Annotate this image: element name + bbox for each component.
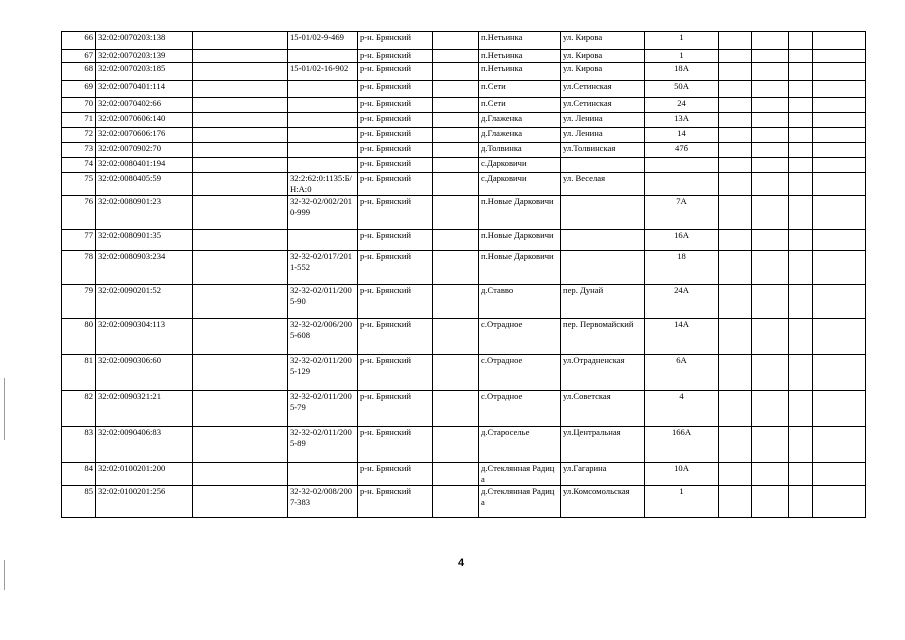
row-number: 79 <box>62 285 96 319</box>
locality: д.Стеклянная Радица <box>479 486 561 518</box>
locality: д.Глаженка <box>479 113 561 128</box>
cadastral-number: 32:02:0090304:113 <box>96 319 193 355</box>
cell-empty <box>789 50 813 63</box>
cell-empty <box>813 427 866 463</box>
cell-empty <box>193 32 288 50</box>
cell-empty <box>193 319 288 355</box>
cell-empty <box>789 196 813 230</box>
registration-number <box>288 143 358 158</box>
locality: п.Нетьинка <box>479 63 561 81</box>
registration-number: 32-32-02/017/2011-552 <box>288 251 358 285</box>
table-row <box>62 230 866 251</box>
house-number: 1 <box>645 32 719 50</box>
cell-empty <box>789 128 813 143</box>
district: р-н. Брянский <box>358 319 433 355</box>
district: р-н. Брянский <box>358 463 433 486</box>
street: ул. Ленина <box>561 113 645 128</box>
registry-table <box>61 31 866 518</box>
cell-empty <box>193 173 288 196</box>
cadastral-number: 32:02:0070203:185 <box>96 63 193 81</box>
cell-empty <box>433 81 479 98</box>
locality: д.Стеклянная Радица <box>479 463 561 486</box>
house-number: 14 <box>645 128 719 143</box>
district: р-н. Брянский <box>358 81 433 98</box>
district: р-н. Брянский <box>358 486 433 518</box>
house-number: 50А <box>645 81 719 98</box>
cell-empty <box>813 98 866 113</box>
cell-empty <box>433 32 479 50</box>
row-number: 72 <box>62 128 96 143</box>
cell-empty <box>433 391 479 427</box>
cell-empty <box>193 196 288 230</box>
table-row <box>62 391 866 427</box>
cadastral-number: 32:02:0080405:59 <box>96 173 193 196</box>
cell-empty <box>719 63 752 81</box>
table-row <box>62 319 866 355</box>
house-number <box>645 173 719 196</box>
cell-empty <box>813 486 866 518</box>
street: ул.Советская <box>561 391 645 427</box>
street: ул.Гагарина <box>561 463 645 486</box>
street: ул.Центральная <box>561 427 645 463</box>
registration-number: 32-32-02/011/2005-89 <box>288 427 358 463</box>
cell-empty <box>433 63 479 81</box>
table-row <box>62 285 866 319</box>
cadastral-number: 32:02:0100201:200 <box>96 463 193 486</box>
table-row <box>62 463 866 486</box>
locality: п.Сети <box>479 81 561 98</box>
district: р-н. Брянский <box>358 128 433 143</box>
district: р-н. Брянский <box>358 251 433 285</box>
cell-empty <box>813 143 866 158</box>
cell-empty <box>752 113 789 128</box>
cell-empty <box>719 196 752 230</box>
house-number <box>645 158 719 173</box>
cell-empty <box>752 173 789 196</box>
table-row <box>62 173 866 196</box>
cell-empty <box>193 63 288 81</box>
district: р-н. Брянский <box>358 158 433 173</box>
cell-empty <box>813 251 866 285</box>
scan-edge-mark <box>4 378 5 440</box>
cell-empty <box>193 128 288 143</box>
cell-empty <box>719 32 752 50</box>
cadastral-number: 32:02:0090306:60 <box>96 355 193 391</box>
cell-empty <box>433 158 479 173</box>
cell-empty <box>789 427 813 463</box>
page-number: 4 <box>458 557 465 569</box>
cell-empty <box>719 173 752 196</box>
cell-empty <box>813 32 866 50</box>
street: ул. Кирова <box>561 50 645 63</box>
locality: п.Нетьинка <box>479 32 561 50</box>
row-number: 70 <box>62 98 96 113</box>
street: ул. Кирова <box>561 63 645 81</box>
cell-empty <box>719 427 752 463</box>
cell-empty <box>719 285 752 319</box>
cell-empty <box>789 391 813 427</box>
registration-number <box>288 463 358 486</box>
cell-empty <box>813 158 866 173</box>
house-number: 166А <box>645 427 719 463</box>
scan-edge-mark <box>4 560 5 590</box>
locality: с.Отрадное <box>479 355 561 391</box>
street: ул. Веселая <box>561 173 645 196</box>
street <box>561 158 645 173</box>
cell-empty <box>193 463 288 486</box>
locality: д.Ставво <box>479 285 561 319</box>
registration-number: 32-32-02/011/2005-79 <box>288 391 358 427</box>
cell-empty <box>813 285 866 319</box>
cell-empty <box>433 486 479 518</box>
table-row <box>62 63 866 81</box>
district: р-н. Брянский <box>358 355 433 391</box>
cadastral-number: 32:02:0070401:114 <box>96 81 193 98</box>
registration-number <box>288 50 358 63</box>
row-number: 78 <box>62 251 96 285</box>
cadastral-number: 32:02:0100201:256 <box>96 486 193 518</box>
registration-number <box>288 158 358 173</box>
cell-empty <box>193 251 288 285</box>
street <box>561 251 645 285</box>
street <box>561 196 645 230</box>
district: р-н. Брянский <box>358 391 433 427</box>
registration-number <box>288 230 358 251</box>
cell-empty <box>719 158 752 173</box>
cadastral-number: 32:02:0070203:139 <box>96 50 193 63</box>
cell-empty <box>433 463 479 486</box>
locality: д.Староселье <box>479 427 561 463</box>
cell-empty <box>433 143 479 158</box>
cell-empty <box>789 319 813 355</box>
row-number: 82 <box>62 391 96 427</box>
house-number: 24А <box>645 285 719 319</box>
row-number: 68 <box>62 63 96 81</box>
cell-empty <box>789 173 813 196</box>
cadastral-number: 32:02:0080901:23 <box>96 196 193 230</box>
registration-number <box>288 81 358 98</box>
row-number: 71 <box>62 113 96 128</box>
house-number: 16А <box>645 230 719 251</box>
street: ул. Ленина <box>561 128 645 143</box>
registration-number: 15-01/02-16-902 <box>288 63 358 81</box>
cell-empty <box>789 98 813 113</box>
house-number: 18А <box>645 63 719 81</box>
cell-empty <box>789 285 813 319</box>
cell-empty <box>193 50 288 63</box>
cell-empty <box>719 50 752 63</box>
cell-empty <box>752 63 789 81</box>
house-number: 13А <box>645 113 719 128</box>
cell-empty <box>433 50 479 63</box>
row-number: 76 <box>62 196 96 230</box>
cell-empty <box>719 486 752 518</box>
cell-empty <box>193 98 288 113</box>
table-row <box>62 50 866 63</box>
registration-number: 32-32-02/008/2007-383 <box>288 486 358 518</box>
registration-number: 32-32-02/011/2005-90 <box>288 285 358 319</box>
cell-empty <box>752 355 789 391</box>
cell-empty <box>752 81 789 98</box>
cell-empty <box>719 81 752 98</box>
cell-empty <box>813 81 866 98</box>
cell-empty <box>433 113 479 128</box>
cell-empty <box>752 143 789 158</box>
cell-empty <box>752 32 789 50</box>
cell-empty <box>193 113 288 128</box>
cell-empty <box>789 143 813 158</box>
house-number: 1 <box>645 50 719 63</box>
cell-empty <box>789 251 813 285</box>
locality: п.Новые Дарковичи <box>479 251 561 285</box>
cell-empty <box>433 319 479 355</box>
table-row <box>62 196 866 230</box>
cell-empty <box>789 158 813 173</box>
table-row <box>62 128 866 143</box>
table-row <box>62 113 866 128</box>
cadastral-number: 32:02:0070203:138 <box>96 32 193 50</box>
cell-empty <box>789 32 813 50</box>
table-row <box>62 143 866 158</box>
house-number: 24 <box>645 98 719 113</box>
cell-empty <box>813 230 866 251</box>
registration-number: 32-32-02/011/2005-129 <box>288 355 358 391</box>
district: р-н. Брянский <box>358 32 433 50</box>
cell-empty <box>752 463 789 486</box>
cell-empty <box>752 285 789 319</box>
cell-empty <box>193 486 288 518</box>
locality: п.Сети <box>479 98 561 113</box>
table-row <box>62 251 866 285</box>
registration-number <box>288 128 358 143</box>
cell-empty <box>193 391 288 427</box>
street: ул. Кирова <box>561 32 645 50</box>
cell-empty <box>789 230 813 251</box>
cadastral-number: 32:02:0070606:176 <box>96 128 193 143</box>
cell-empty <box>752 128 789 143</box>
cell-empty <box>752 319 789 355</box>
cell-empty <box>719 391 752 427</box>
cell-empty <box>789 486 813 518</box>
registration-number: 15-01/02-9-469 <box>288 32 358 50</box>
cell-empty <box>752 251 789 285</box>
street: пер. Дунай <box>561 285 645 319</box>
district: р-н. Брянский <box>358 63 433 81</box>
cell-empty <box>752 427 789 463</box>
district: р-н. Брянский <box>358 196 433 230</box>
district: р-н. Брянский <box>358 98 433 113</box>
house-number: 47б <box>645 143 719 158</box>
row-number: 69 <box>62 81 96 98</box>
street <box>561 230 645 251</box>
registration-number: 32-32-02/002/2010-999 <box>288 196 358 230</box>
district: р-н. Брянский <box>358 143 433 158</box>
house-number: 6А <box>645 355 719 391</box>
cell-empty <box>789 113 813 128</box>
cell-empty <box>752 230 789 251</box>
row-number: 85 <box>62 486 96 518</box>
cell-empty <box>813 463 866 486</box>
table-row <box>62 32 866 50</box>
cell-empty <box>719 143 752 158</box>
registration-number <box>288 98 358 113</box>
table-row <box>62 427 866 463</box>
cadastral-number: 32:02:0080401:194 <box>96 158 193 173</box>
locality: п.Новые Дарковичи <box>479 230 561 251</box>
cell-empty <box>433 230 479 251</box>
cadastral-number: 32:02:0090321:21 <box>96 391 193 427</box>
cell-empty <box>193 285 288 319</box>
cell-empty <box>813 50 866 63</box>
street: пер. Первомайский <box>561 319 645 355</box>
cell-empty <box>719 113 752 128</box>
cell-empty <box>719 319 752 355</box>
cell-empty <box>752 196 789 230</box>
table-row <box>62 98 866 113</box>
table-row <box>62 81 866 98</box>
cell-empty <box>752 391 789 427</box>
cadastral-number: 32:02:0070902:70 <box>96 143 193 158</box>
cell-empty <box>813 196 866 230</box>
cell-empty <box>752 158 789 173</box>
street: ул.Отрадненская <box>561 355 645 391</box>
row-number: 75 <box>62 173 96 196</box>
cell-empty <box>813 391 866 427</box>
cell-empty <box>813 355 866 391</box>
cell-empty <box>433 98 479 113</box>
cell-empty <box>193 230 288 251</box>
registration-number: 32-32-02/006/2005-608 <box>288 319 358 355</box>
district: р-н. Брянский <box>358 173 433 196</box>
registration-number <box>288 113 358 128</box>
cell-empty <box>719 355 752 391</box>
cadastral-number: 32:02:0080903:234 <box>96 251 193 285</box>
street: ул.Толвинская <box>561 143 645 158</box>
row-number: 73 <box>62 143 96 158</box>
cell-empty <box>789 81 813 98</box>
locality: д.Толвинка <box>479 143 561 158</box>
district: р-н. Брянский <box>358 427 433 463</box>
row-number: 83 <box>62 427 96 463</box>
cell-empty <box>433 285 479 319</box>
district: р-н. Брянский <box>358 285 433 319</box>
cell-empty <box>813 319 866 355</box>
house-number: 7А <box>645 196 719 230</box>
cadastral-number: 32:02:0070606:140 <box>96 113 193 128</box>
locality: п.Новые Дарковичи <box>479 196 561 230</box>
row-number: 84 <box>62 463 96 486</box>
street: ул.Сетинская <box>561 98 645 113</box>
cell-empty <box>433 196 479 230</box>
district: р-н. Брянский <box>358 113 433 128</box>
row-number: 67 <box>62 50 96 63</box>
cell-empty <box>193 158 288 173</box>
cell-empty <box>193 427 288 463</box>
cell-empty <box>789 63 813 81</box>
district: р-н. Брянский <box>358 50 433 63</box>
locality: с.Дарковичи <box>479 173 561 196</box>
district: р-н. Брянский <box>358 230 433 251</box>
cell-empty <box>719 463 752 486</box>
house-number: 14А <box>645 319 719 355</box>
locality: с.Отрадное <box>479 319 561 355</box>
locality: д.Глаженка <box>479 128 561 143</box>
cell-empty <box>813 173 866 196</box>
cell-empty <box>789 463 813 486</box>
cell-empty <box>813 63 866 81</box>
table-row <box>62 355 866 391</box>
registration-number: 32:2:62:0:1135:Б/Н:А:0 <box>288 173 358 196</box>
row-number: 66 <box>62 32 96 50</box>
cell-empty <box>789 355 813 391</box>
cell-empty <box>719 98 752 113</box>
locality: с.Отрадное <box>479 391 561 427</box>
cadastral-number: 32:02:0090406:83 <box>96 427 193 463</box>
street: ул.Комсомольская <box>561 486 645 518</box>
cell-empty <box>193 355 288 391</box>
registry-table-body <box>62 32 866 518</box>
cell-empty <box>193 143 288 158</box>
cell-empty <box>752 50 789 63</box>
cell-empty <box>813 128 866 143</box>
row-number: 74 <box>62 158 96 173</box>
street: ул.Сетинская <box>561 81 645 98</box>
cell-empty <box>193 81 288 98</box>
cell-empty <box>433 173 479 196</box>
cell-empty <box>719 230 752 251</box>
row-number: 81 <box>62 355 96 391</box>
cell-empty <box>433 251 479 285</box>
locality: с.Дарковичи <box>479 158 561 173</box>
cell-empty <box>719 128 752 143</box>
cadastral-number: 32:02:0090201:52 <box>96 285 193 319</box>
house-number: 4 <box>645 391 719 427</box>
house-number: 1 <box>645 486 719 518</box>
cell-empty <box>433 128 479 143</box>
cell-empty <box>719 251 752 285</box>
cell-empty <box>433 355 479 391</box>
cell-empty <box>752 486 789 518</box>
locality: п.Нетьинка <box>479 50 561 63</box>
cadastral-number: 32:02:0080901:35 <box>96 230 193 251</box>
house-number: 10А <box>645 463 719 486</box>
cell-empty <box>433 427 479 463</box>
house-number: 18 <box>645 251 719 285</box>
cell-empty <box>813 113 866 128</box>
row-number: 80 <box>62 319 96 355</box>
table-row <box>62 486 866 518</box>
cadastral-number: 32:02:0070402:66 <box>96 98 193 113</box>
table-row <box>62 158 866 173</box>
cell-empty <box>752 98 789 113</box>
row-number: 77 <box>62 230 96 251</box>
